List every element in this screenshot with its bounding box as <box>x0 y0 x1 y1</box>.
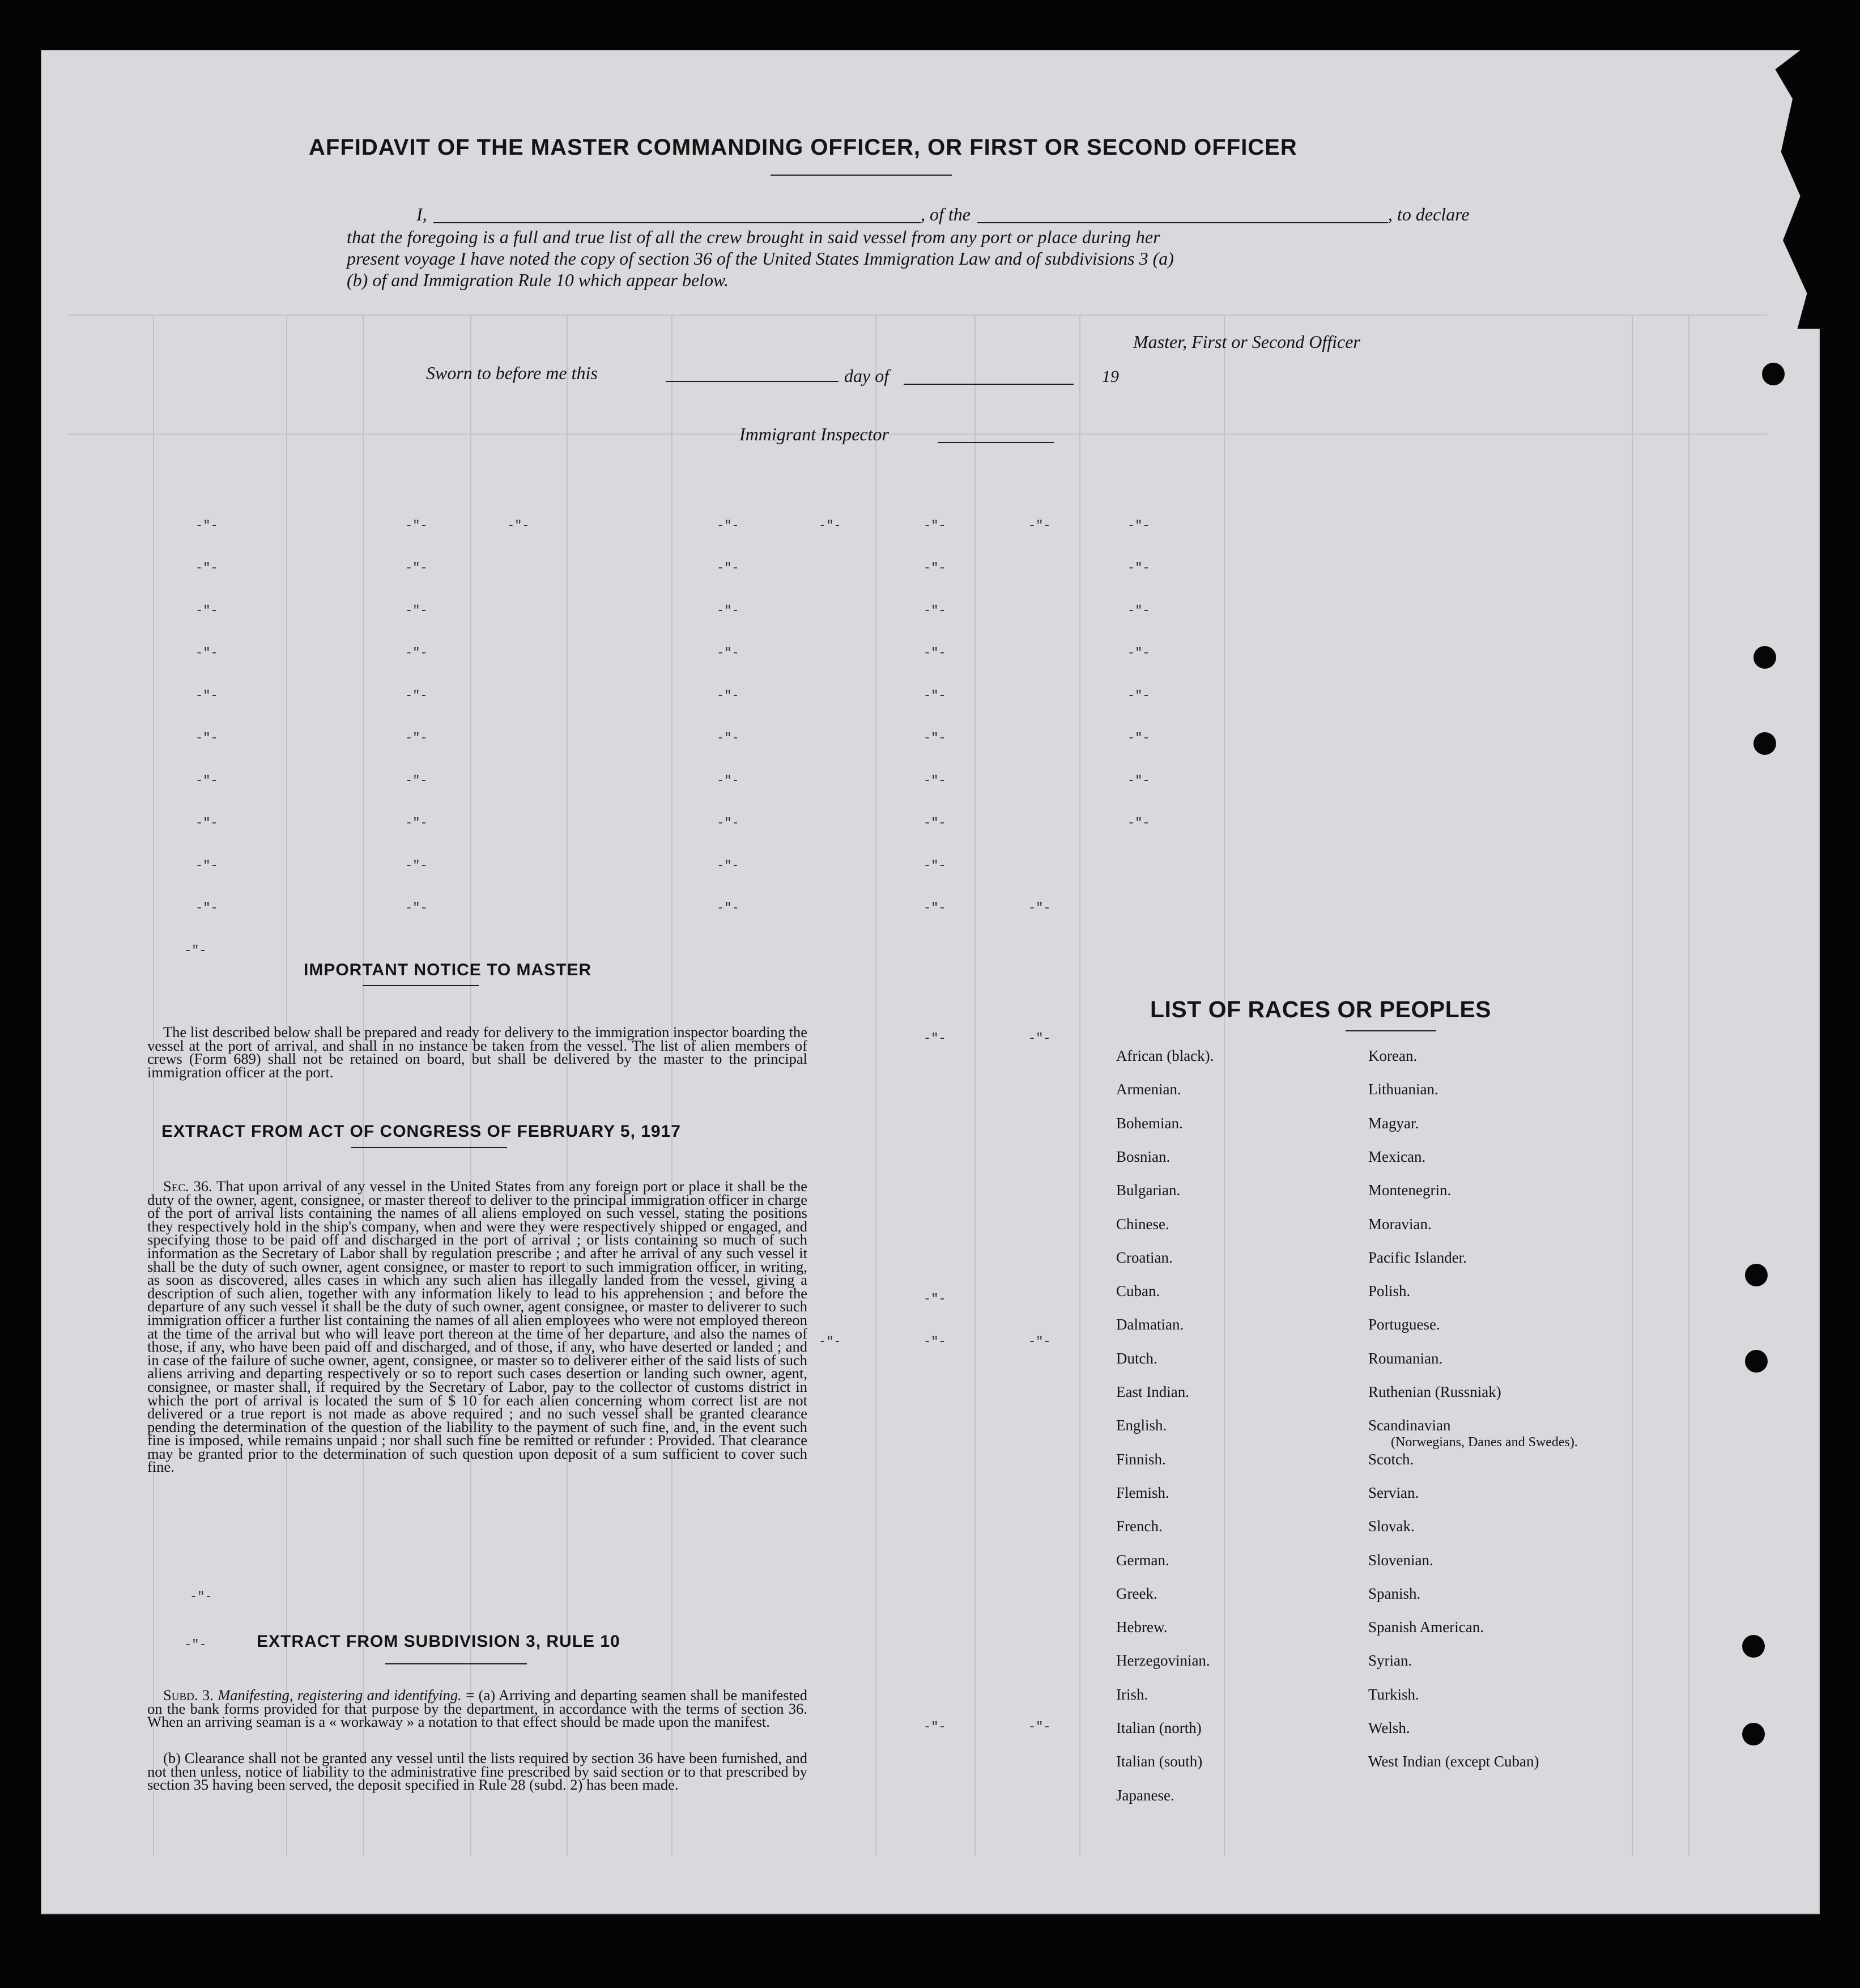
year-prefix: 19 <box>1102 367 1119 386</box>
day-of-label: day of <box>844 366 889 386</box>
rule-para-a <box>147 1689 807 1729</box>
races-title: LIST OF RACES OR PEOPLES <box>1150 996 1492 1022</box>
race-left-item: Bulgarian. <box>1116 1182 1181 1199</box>
race-right-item: Roumanian. <box>1368 1349 1443 1367</box>
punch-hole <box>1742 1635 1765 1658</box>
race-right-item: Scandinavian (Norwegians, Danes and Swedes). <box>1368 1417 1578 1450</box>
ditto-mark: -"- <box>405 604 428 618</box>
race-left-item: Hebrew. <box>1116 1619 1168 1636</box>
ditto-mark: -"- <box>507 519 530 533</box>
ditto-mark: -"- <box>405 731 428 745</box>
month-blank[interactable] <box>904 384 1074 385</box>
notice-underline <box>363 985 479 986</box>
bleed-line <box>1224 315 1225 1856</box>
ditto-mark: -"- <box>717 561 739 575</box>
ditto-mark: -"- <box>923 1720 946 1734</box>
subd-label: Subd. 3. <box>163 1687 214 1704</box>
ditto-mark: -"- <box>717 519 739 533</box>
ditto-mark: -"- <box>195 561 218 575</box>
bleed-line <box>974 315 976 1856</box>
bleed-line <box>1079 315 1080 1856</box>
ditto-mark: -"- <box>195 689 218 703</box>
ditto-mark: -"- <box>184 1638 207 1652</box>
ditto-mark: -"- <box>184 944 207 958</box>
ditto-mark: -"- <box>1127 519 1150 533</box>
race-left-item: Armenian. <box>1116 1081 1181 1098</box>
act-text: That upon arrival of any vessel in the United States from any foreign port or place it shall be the duty of the owner, agent, consignee, or master thereof to deliver to the principal immigration officer in charge of the port of arrival lists containing the names of all aliens employed on such vessel, stating the positions they respectively hold in the ship's company, when and were they were respectively shipped or engaged, and specifying those to be paid off and discharged in the port of arrival ; or lists containing so much of such information as the Secretary of Labor shall by regulation prescribe ; and after he arrival of any such vessel it shall be the duty of such owner, agent consignee, or master to report to such immigration officer, in writing, as soon as discovered, alles cases in which any such alien has illegally landed from the vessel, giving a description of such alien, together with any information likely to lead to his apprehension ; and before the departure of any such vessel it shall be the duty of such owner, agent consignee, or master to deliverer to such immigration officer a further list containing the names of all alien employees who were not employed thereon at the time of the arrival but who will leave port thereon at the time of her departure, and also the names of those, if any, who have been paid off and discharged, and of those, if any, who have deserted or landed ; and in case of the failure of suche owner, agent, consignee, or master so to deliverer either of the said lists of such aliens arriving and departing respectively or so to report such cases desertion or landing such owner, agent, consignee, or master shall, if required by the Secretary of Labor, pay to the collector of customs district in which the port of arrival is located the sum of $ 10 for each alien concerning whom correct list are not delivered or a true report is not made as above required ; and no such vessel shall be granted clearance pending the determination of the question of the liability to the payment of such fine, and, in the event such fine is imposed, while remains unpaid ; nor shall such fine be remitted or refunder : Provided. That clearance may be granted prior to the determination of such question upon deposit of a sum sufficient to cover such fine. <box>147 1178 807 1476</box>
race-left-item: Irish. <box>1116 1685 1148 1703</box>
race-left-item: Japanese. <box>1116 1786 1174 1804</box>
ditto-mark: -"- <box>405 859 428 873</box>
act-title: EXTRACT FROM ACT OF CONGRESS OF FEBRUARY 5, 1917 <box>161 1122 681 1141</box>
punch-hole <box>1753 646 1776 669</box>
ditto-mark: -"- <box>717 689 739 703</box>
ditto-mark: -"- <box>717 859 739 873</box>
ditto-mark: -"- <box>1028 1335 1051 1349</box>
bleed-line <box>1688 315 1689 1856</box>
ditto-mark: -"- <box>923 561 946 575</box>
race-right-item: Portuguese. <box>1368 1316 1440 1333</box>
oath-to-declare: , to declare <box>1388 204 1470 224</box>
ditto-mark: -"- <box>405 689 428 703</box>
race-left-item: French. <box>1116 1518 1163 1535</box>
bleed-line <box>68 315 1768 316</box>
ditto-mark: -"- <box>923 731 946 745</box>
race-right-item: Moravian. <box>1368 1215 1432 1233</box>
race-left-item: English. <box>1116 1417 1167 1434</box>
rule-title: EXTRACT FROM SUBDIVISION 3, RULE 10 <box>257 1632 620 1651</box>
name-blank[interactable] <box>433 222 921 223</box>
ditto-mark: -"- <box>923 774 946 788</box>
ditto-mark: -"- <box>717 604 739 618</box>
ditto-mark: -"- <box>819 519 841 533</box>
oath-i: I, <box>416 204 427 224</box>
ditto-mark: -"- <box>1028 1720 1051 1734</box>
ditto-mark: -"- <box>923 901 946 915</box>
punch-hole <box>1745 1264 1768 1286</box>
act-body <box>147 1180 807 1474</box>
ditto-mark: -"- <box>1028 1031 1051 1046</box>
ditto-mark: -"- <box>1127 604 1150 618</box>
sec-label: Sec. 36. <box>163 1178 212 1195</box>
ditto-mark: -"- <box>1028 901 1051 915</box>
oath-of-the: , of the <box>921 204 971 224</box>
inspector-blank[interactable] <box>938 442 1054 443</box>
race-right-item: Pacific Islander. <box>1368 1248 1467 1266</box>
race-left-item: Finnish. <box>1116 1450 1166 1468</box>
bleed-line <box>567 315 568 1856</box>
race-right-item: Mexican. <box>1368 1148 1426 1165</box>
oath-line-2: that the foregoing is a full and true list of all the crew brought in said vessel from any port or place during her <box>347 227 1160 247</box>
ditto-mark: -"- <box>819 1335 841 1349</box>
ditto-mark: -"- <box>195 774 218 788</box>
ditto-mark: -"- <box>1127 774 1150 788</box>
ditto-mark: -"- <box>923 646 946 660</box>
ditto-mark: -"- <box>923 816 946 830</box>
ditto-mark: -"- <box>1028 519 1051 533</box>
rule-para-b: (b) Clearance shall not be granted any vessel until the lists required by section 36 have been furnished, and not then unless, notice of liability to the administrative fine prescribed by said section or to that prescribed by section 35 having been served, the deposit specified in Rule 28 (subd. 2) has been made. <box>147 1749 807 1794</box>
race-left-item: Italian (north) <box>1116 1719 1202 1736</box>
bleed-line <box>470 315 471 1856</box>
race-right-item: Ruthenian (Russniak) <box>1368 1383 1501 1400</box>
act-underline <box>351 1147 507 1148</box>
race-left-item: African (black). <box>1116 1047 1214 1064</box>
ditto-mark: -"- <box>405 561 428 575</box>
race-right-item: Syrian. <box>1368 1652 1412 1670</box>
rule-underline <box>385 1663 527 1664</box>
ditto-mark: -"- <box>195 519 218 533</box>
ditto-mark: -"- <box>405 816 428 830</box>
ditto-mark: -"- <box>195 901 218 915</box>
subd-heading: Manifesting, registering and identifying. <box>218 1687 462 1704</box>
bleed-line <box>875 315 876 1856</box>
ditto-mark: -"- <box>405 519 428 533</box>
bleed-line <box>153 315 154 1856</box>
race-left-item: Croatian. <box>1116 1248 1173 1266</box>
race-right-item: Polish. <box>1368 1282 1411 1300</box>
ditto-mark: -"- <box>923 859 946 873</box>
race-left-item: Dalmatian. <box>1116 1316 1184 1333</box>
title-underline <box>771 175 952 176</box>
inspector-label: Immigrant Inspector <box>739 424 889 444</box>
race-right-item: Lithuanian. <box>1368 1081 1438 1098</box>
ditto-mark: -"- <box>923 1335 946 1349</box>
ditto-mark: -"- <box>923 604 946 618</box>
ditto-mark: -"- <box>195 731 218 745</box>
race-left-item: Italian (south) <box>1116 1753 1203 1770</box>
race-left-item: Cuban. <box>1116 1282 1160 1300</box>
ditto-mark: -"- <box>195 859 218 873</box>
bleed-line <box>1632 315 1633 1856</box>
signature-label: Master, First or Second Officer <box>1133 332 1360 352</box>
punch-hole <box>1762 363 1785 385</box>
bleed-line <box>671 315 673 1856</box>
ditto-mark: -"- <box>190 1590 212 1604</box>
ditto-mark: -"- <box>923 1031 946 1046</box>
race-right-item: Scotch. <box>1368 1450 1414 1468</box>
punch-hole <box>1742 1723 1765 1745</box>
sworn-label: Sworn to before me this <box>426 363 598 383</box>
race-left-item: Dutch. <box>1116 1349 1157 1367</box>
bleed-line <box>286 315 287 1856</box>
race-right-item: Magyar. <box>1368 1114 1419 1132</box>
race-left-item: Greek. <box>1116 1585 1157 1602</box>
ditto-mark: -"- <box>717 646 739 660</box>
race-right-item: Turkish. <box>1368 1685 1419 1703</box>
ditto-mark: -"- <box>1127 731 1150 745</box>
punch-hole <box>1753 732 1776 755</box>
ditto-mark: -"- <box>195 604 218 618</box>
vessel-blank[interactable] <box>977 222 1388 223</box>
race-left-item: Bohemian. <box>1116 1114 1183 1132</box>
ditto-mark: -"- <box>717 774 739 788</box>
race-left-item: German. <box>1116 1551 1169 1569</box>
ditto-mark: -"- <box>717 731 739 745</box>
ditto-mark: -"- <box>1127 689 1150 703</box>
ditto-mark: -"- <box>923 1292 946 1306</box>
ditto-mark: -"- <box>195 816 218 830</box>
oath-line-3: present voyage I have noted the copy of section 36 of the United States Immigration Law and of subdivisions 3 (a) <box>347 248 1174 269</box>
ditto-mark: -"- <box>1127 816 1150 830</box>
race-right-item: Spanish. <box>1368 1585 1421 1602</box>
ditto-mark: -"- <box>923 519 946 533</box>
bleed-line <box>68 434 1768 435</box>
notice-title: IMPORTANT NOTICE TO MASTER <box>304 961 592 979</box>
ditto-mark: -"- <box>923 689 946 703</box>
race-left-item: Flemish. <box>1116 1484 1169 1501</box>
sworn-day-blank[interactable] <box>666 381 839 382</box>
race-right-item: Spanish American. <box>1368 1619 1484 1636</box>
race-right-item: Welsh. <box>1368 1719 1410 1736</box>
race-left-item: Herzegovinian. <box>1116 1652 1210 1670</box>
race-right-item: Montenegrin. <box>1368 1182 1452 1199</box>
bleed-line <box>363 315 364 1856</box>
notice-body: The list described below shall be prepared and ready for delivery to the immigration inspector boarding the vessel at the port of arrival, and shall in no instance be taken from the vessel. The list of alien members of crews (Form 689) shall not be retained on board, but shall be delivered by the master to the principal immigration officer at the port. <box>147 1023 807 1081</box>
affidavit-title: AFFIDAVIT OF THE MASTER COMMANDING OFFICER, OR FIRST OR SECOND OFFICER <box>309 135 1297 160</box>
punch-hole <box>1745 1350 1768 1373</box>
ditto-mark: -"- <box>405 774 428 788</box>
ditto-mark: -"- <box>1127 646 1150 660</box>
race-right-item: Korean. <box>1368 1047 1418 1064</box>
race-right-item: Servian. <box>1368 1484 1419 1501</box>
ditto-mark: -"- <box>717 816 739 830</box>
race-right-item: Slovak. <box>1368 1518 1415 1535</box>
race-left-item: Bosnian. <box>1116 1148 1171 1165</box>
race-right-item: Slovenian. <box>1368 1551 1433 1569</box>
race-left-item: East Indian. <box>1116 1383 1189 1400</box>
races-underline <box>1346 1030 1436 1031</box>
race-right-item: West Indian (except Cuban) <box>1368 1753 1539 1770</box>
subd-text: = (a) Arriving and departing seamen shall be manifested on the bank forms provided for that purpose by the department, in accordance with the terms of section 36. When an arriving seaman is a « workaway » a notation to that effect should be made upon the manifest. <box>147 1687 807 1731</box>
race-left-item: Chinese. <box>1116 1215 1169 1233</box>
ditto-mark: -"- <box>405 646 428 660</box>
ditto-mark: -"- <box>717 901 739 915</box>
ditto-mark: -"- <box>1127 561 1150 575</box>
ditto-mark: -"- <box>195 646 218 660</box>
oath-line-4: (b) of and Immigration Rule 10 which appear below. <box>347 270 729 290</box>
ditto-mark: -"- <box>405 901 428 915</box>
